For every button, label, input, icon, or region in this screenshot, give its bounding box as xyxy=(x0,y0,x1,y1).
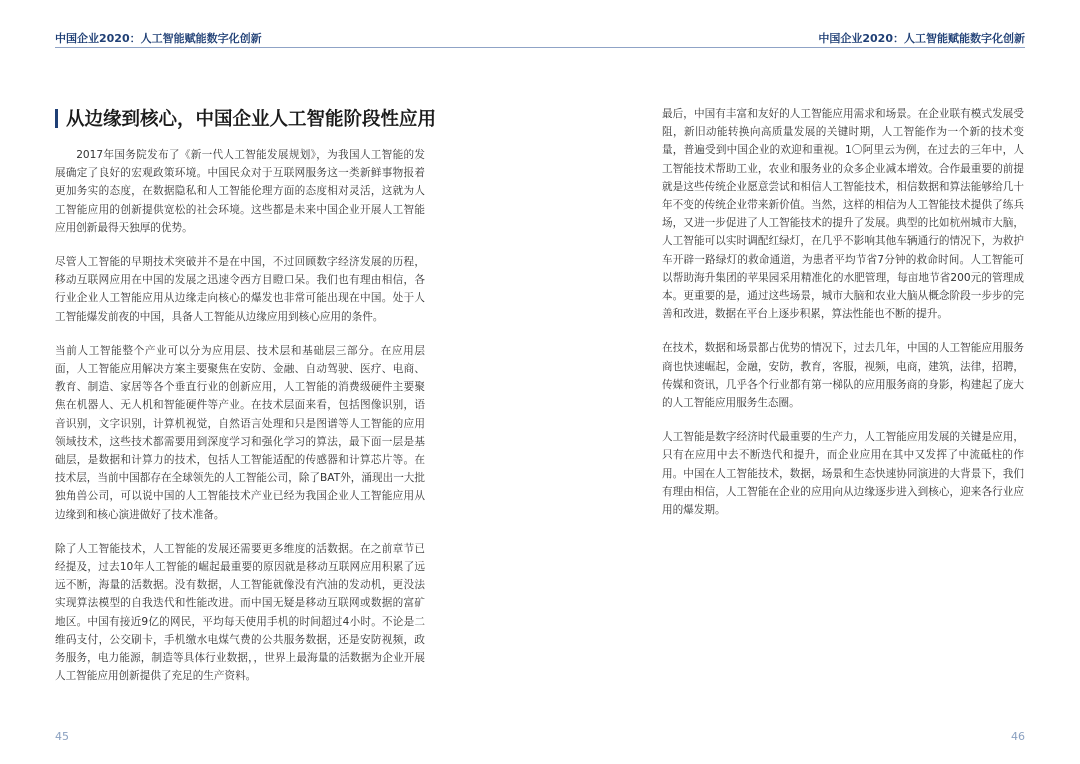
section-title-text: 从边缘到核心，中国企业人工智能阶段性应用 xyxy=(66,109,437,130)
title-accent-bar xyxy=(55,109,58,128)
paragraph: 人工智能是数字经济时代最重要的生产力，人工智能应用发展的关键是应用，只有在应用中去不断迭代和提升，而企业应用在其中又发挥了中流砥柱的作用。中国在人工智能技术，数据，场景和生态快速协同演进的大背景下，我们有理由相信，人工智能在企业的应用向从边缘逐步进入到核心，迎来各行业应用的爆发期。 xyxy=(662,431,1024,517)
page-number-right: 46 xyxy=(1011,730,1025,743)
paragraph: 在技术，数据和场景都占优势的情况下，过去几年，中国的人工智能应用服务商也快速崛起，金融，安防，教育，客服，视频，电商，建筑，法律，招聘，传媒和资讯，几乎各个行业都有第一梯队的应用服务商的身影，构建起了庞大的人工智能应用服务生态圈。 xyxy=(662,342,1024,410)
running-header-left: 中国企业2020：人工智能赋能数字化创新 xyxy=(55,32,262,45)
right-page xyxy=(540,0,1080,764)
paragraph: 尽管人工智能的早期技术突破并不是在中国，不过回顾数字经济发展的历程，移动互联网应用在中国的发展之迅速令西方目瞪口呆。我们也有理由相信，各行业企业人工智能应用从边缘走向核心的爆发也非常可能出现在中国。处于人工智能爆发前夜的中国，具备人工智能从边缘应用到核心应用的条件。 xyxy=(55,256,425,323)
paragraph: 除了人工智能技术，人工智能的发展还需要更多维度的活数据。在之前章节已经提及，过去10年人工智能的崛起最重要的原因就是移动互联网应用积累了远远不断，海量的活数据。没有数据，人工智能就像没有汽油的发动机，更没法实现算法模型的自我迭代和性能改进。而中国无疑是移动互联网或数据的富矿地区。中国有接近9亿的网民，平均每天使用手机的时间超过4小时。不论是二维码支付，公交刷卡，手机缴水电煤气费的公共服务数据，还是安防视频，政务服务，电力能源，制造等具体行业数据，，世界上最海量的活数据为企业开展人工智能应用创新提供了充足的生产资料。 xyxy=(55,542,425,683)
page-number-left: 45 xyxy=(55,730,69,743)
paragraph: 当前人工智能整个产业可以分为应用层、技术层和基础层三部分。在应用层面，人工智能应用解决方案主要聚焦在安防、金融、自动驾驶、医疗、电商、教育、制造、家居等各个垂直行业的创新应用，人工智能的消费级硬件主要聚焦在机器人、无人机和智能硬件等产业。在技术层面来看，包括图像识别，语音识别，文字识别，计算机视觉，自然语言处理和只是图谱等人工智能的应用领域技术，这些技术都需要用到深度学习和强化学习的算法，最下面一层是基础层，是数据和计算力的技术，包括人工智能适配的传感器和计算芯片等。在技术层，当前中国都存在全球领先的人工智能公司，除了BAT外，涌现出一大批独角兽公司，可以说中国的人工智能技术产业已经为我国企业人工智能应用从边缘到和核心演进做好了技术准备。 xyxy=(55,344,425,521)
section-title xyxy=(55,108,495,132)
left-text-column xyxy=(55,146,425,701)
paragraph: 最后，中国有丰富和友好的人工智能应用需求和场景。在企业联有模式发展受阻，新旧动能转换向高质量发展的关键时期，人工智能作为一个新的技术变量，普遍受到中国企业的欢迎和重视。1〇阿里云为例，在过去的三年中，人工智能技术帮助工业，农业和服务业的众多企业减本增效。合作最重要的前提就是这些传统企业愿意尝试和相信人工智能技术，相信数据和算法能够给几十年不变的传统企业带来新价值。当然，这样的相信为人工智能技术提供了练兵场，又进一步促进了人工智能技术的提升了发展。典型的比如杭州城市大脑，人工智能可以实时调配红绿灯，在几乎不影响其他车辆通行的情况下，为救护车开辟一路绿灯的救命通道，为患者平均节省7分钟的救命时间。人工智能可以帮助海升集团的苹果园采用精准化的水肥管理，每亩地节省200元的管理成本。更重要的是，通过这些场景，城市大脑和农业大脑从概念阶段一步步的完善和改进，数据在平台上逐步积累，算法性能也不断的提升。 xyxy=(662,108,1024,321)
right-text-column xyxy=(662,105,1024,535)
header-rule-left xyxy=(55,47,540,48)
running-header-right: 中国企业2020：人工智能赋能数字化创新 xyxy=(818,32,1025,45)
paragraph: 2017年国务院发布了《新一代人工智能发展规划》，为我国人工智能的发展确定了良好的宏观政策环境。中国民众对于互联网服务这一类新鲜事物报着更加务实的态度，在数据隐私和人工智能伦理方面的态度相对灵活，这就为人工智能应用的创新提供宽松的社会环境。这些都是未来中国企业开展人工智能应用创新最得天独厚的优势。 xyxy=(55,149,425,234)
header-rule-right xyxy=(540,47,1025,48)
